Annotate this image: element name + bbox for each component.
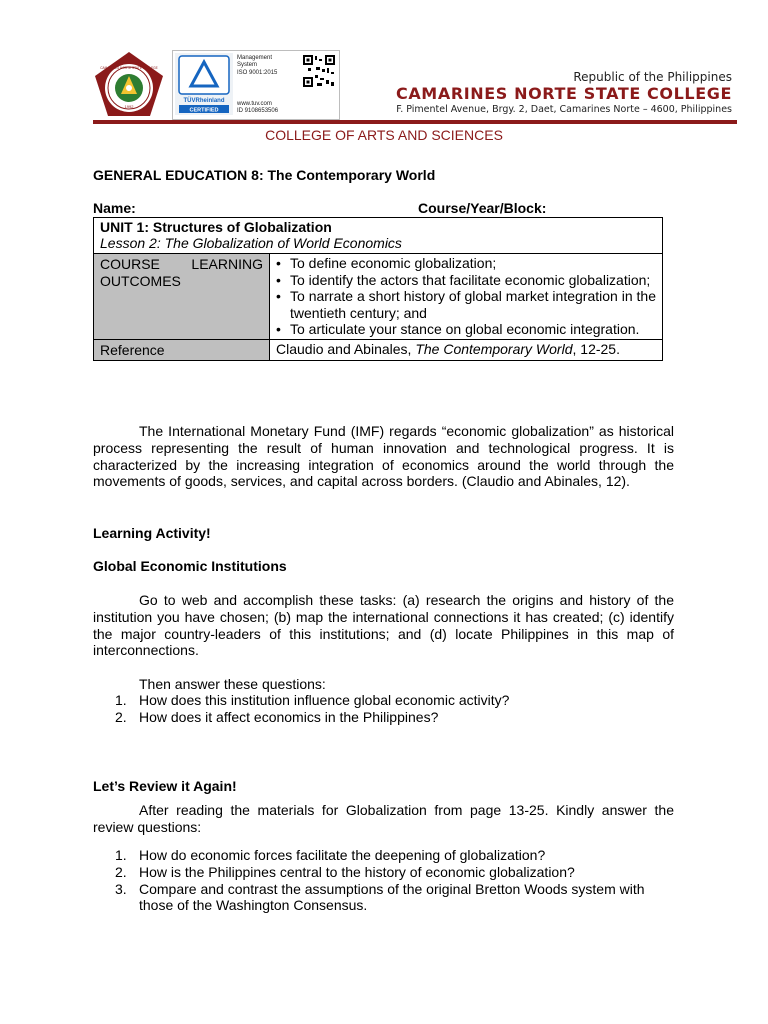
learning-activity-heading: Learning Activity! [93,525,211,541]
reference-authors: Claudio and Abinales, [276,340,416,357]
cert-line-1: Management [237,55,273,61]
unit-title: UNIT 1: Structures of Globalization [100,219,332,235]
course-year-block-label: Course/Year/Block: [418,200,547,216]
intro-paragraph: The International Monetary Fund (IMF) regards “economic globalization” as historical process representing the result of human innovation and technological progress. It is characterized by the increasing integration of economics around the world through the movements of goods, services, and capital across borders. (Claudio and Abinales, 12). [93,423,674,490]
lesson-info-table [93,217,663,361]
reference-book-title: The Contemporary World [415,340,573,357]
outcome-item: • To articulate your stance on global economic integration. [276,321,656,338]
review-heading: Let’s Review it Again! [93,778,237,794]
unit-header-cell [94,218,662,254]
republic-label: Republic of the Philippines [573,70,732,84]
seal-year: 1992 [124,104,134,109]
reference-label: Reference [100,341,165,358]
reference-pages: , 12-25. [572,340,620,357]
list-item: 3. Compare and contrast the assumptions of the original Bretton Woods system with those of the Washington Consensus. [115,880,645,914]
reference-value-cell [270,340,662,361]
outcomes-row [94,254,662,340]
global-institutions-heading: Global Economic Institutions [93,558,287,574]
outcome-item: • To narrate a short history of global market integration in the twentieth century; and [276,288,656,321]
clo-label-outcomes: OUTCOMES [100,272,181,289]
activity-questions-list [93,692,674,726]
tuv-logo [175,53,233,115]
outcome-item: • To identify the actors that facilitate economic globalization; [276,272,656,289]
cert-line-2: System [237,62,258,68]
qr-code-icon [302,54,336,88]
cert-line-4: www.tuv.com [237,101,272,107]
cert-line-5: ID 9108653506 [237,108,279,114]
reference-label-cell [94,340,270,361]
certified-label: CERTIFIED [189,107,219,114]
list-item: 2. How does it affect economics in the Philippines? [115,708,439,725]
college-address: F. Pimentel Avenue, Brgy. 2, Daet, Camarines Norte – 4600, Philippines [396,104,732,115]
iso-certification-badge [172,50,340,120]
activity-instructions: Go to web and accomplish these tasks: (a) research the origins and history of the institution you have chosen; (b) map the international connections it has created; (c) identify the major country-leaders of this institutions; and (d) locate Philippines in this map of interconnections. [93,592,674,659]
tuv-brand: TÜVRheinland [183,98,225,104]
clo-label-learning: LEARNING [191,256,263,272]
department-title: COLLEGE OF ARTS AND SCIENCES [265,127,503,143]
activity-then-text: Then answer these questions: [139,676,326,692]
list-item: 2. How is the Philippines central to the history of economic globalization? [115,863,575,880]
college-seal-logo [93,50,165,118]
reference-row [94,340,662,361]
outcome-item: • To define economic globalization; [276,255,656,272]
cert-line-3: ISO 9001:2015 [237,70,278,76]
list-item: 1. How does this institution influence global economic activity? [115,692,510,708]
seal-text: CAMARINES NORTE STATE COLLEGE [100,66,158,70]
header-divider [93,120,737,124]
course-title: GENERAL EDUCATION 8: The Contemporary World [93,167,436,183]
outcomes-list-cell [270,254,662,339]
lesson-title: Lesson 2: The Globalization of World Economics [100,235,402,251]
college-name: CAMARINES NORTE STATE COLLEGE [395,84,732,103]
review-questions-list [93,847,674,914]
name-label: Name: [93,200,136,216]
outcomes-label-cell [94,254,270,339]
clo-label-course: COURSE [100,256,160,272]
review-instructions: After reading the materials for Globalization from page 13-25. Kindly answer the review questions: [93,802,674,835]
list-item: 1. How do economic forces facilitate the deepening of globalization? [115,847,546,863]
